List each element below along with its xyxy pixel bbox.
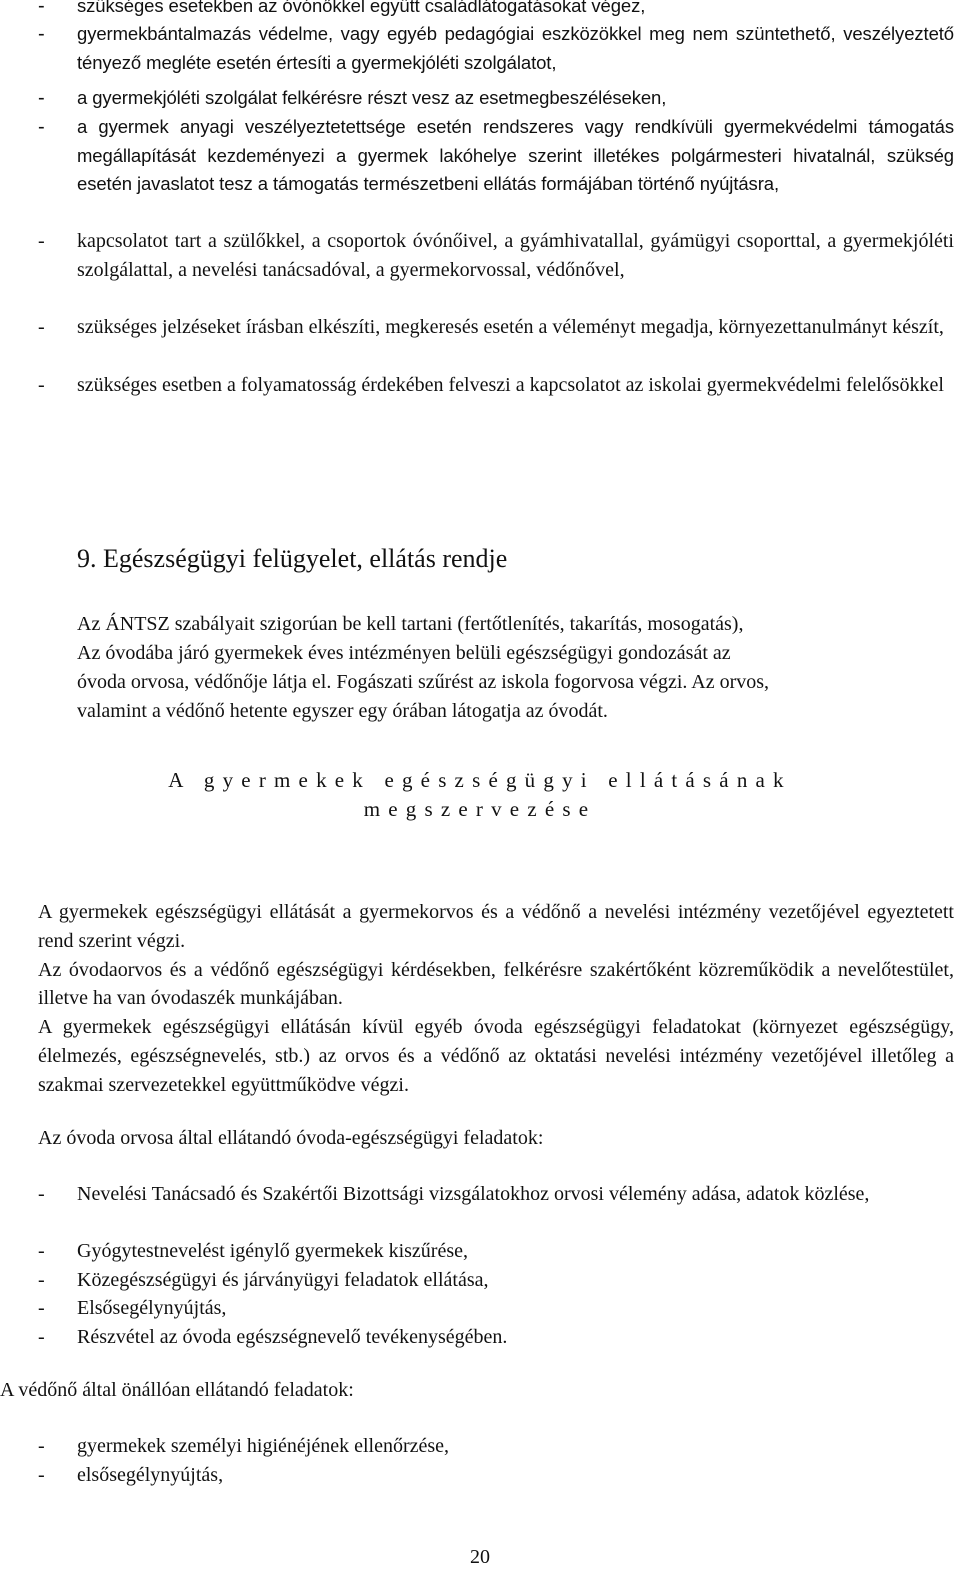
page-number: 20 bbox=[470, 1546, 490, 1568]
list-item bbox=[0, 1180, 960, 1209]
list-item-text: Gyógytestnevelést igénylő gyermekek kiszűrése, bbox=[77, 1240, 468, 1262]
list-item bbox=[0, 1294, 960, 1323]
list-item bbox=[0, 227, 960, 284]
list-item-text: szükséges jelzéseket írásban elkészíti, megkeresés esetén a véleményt megadja, környezettanulmányt készít, bbox=[77, 316, 944, 338]
list-item-text: a gyermek anyagi veszélyeztetettsége esetén rendszeres vagy rendkívüli gyermekvédelmi támogatás megállapítását kezdeményezi a gyermek lakóhelye szerint illetékes polgármesteri hivatalnál, szükség esetén javaslatot tesz a támogatás természetbeni ellátás formájában történő nyújtásra, bbox=[77, 116, 954, 195]
list-item bbox=[0, 313, 960, 342]
list-item bbox=[0, 1266, 960, 1295]
list-item-text: gyermekek személyi higiénéjének ellenőrzése, bbox=[77, 1435, 450, 1457]
intro-line: Az ÁNTSZ szabályait szigorúan be kell tartani (fertőtlenítés, takarítás, mosogatás), bbox=[77, 613, 744, 635]
section-intro bbox=[77, 610, 951, 726]
list-item bbox=[0, 20, 960, 77]
section-title: 9. Egészségügyi felügyelet, ellátás rendje bbox=[77, 544, 508, 573]
bullet-dash: - bbox=[38, 316, 45, 338]
list-item bbox=[0, 1461, 960, 1490]
paragraph: Az óvodaorvos és a védőnő egészségügyi kérdésekben, felkérésre szakértőként közreműködik a nevelőtestület, illetve ha van óvodaszék munkájában. bbox=[38, 958, 954, 1010]
bullet-dash: - bbox=[38, 1240, 45, 1262]
list-item-text: elsősegélynyújtás, bbox=[77, 1464, 224, 1486]
bullet-dash: - bbox=[38, 23, 45, 45]
list-item-text: szükséges esetekben az óvónőkkel együtt családlátogatásokat végez, bbox=[77, 0, 646, 16]
list-item bbox=[0, 1237, 960, 1266]
intro-line: valamint a védőnő hetente egyszer egy órában látogatja az óvodát. bbox=[77, 700, 608, 722]
list-item bbox=[0, 1432, 960, 1461]
list-item-text: gyermekbántalmazás védelme, vagy egyéb pedagógiai eszközökkel meg nem szüntethető, veszélyeztető tényező megléte esetén értesíti a gyermekjóléti szolgálatot, bbox=[77, 23, 954, 73]
list-item bbox=[0, 371, 960, 400]
bullet-dash: - bbox=[38, 1435, 45, 1457]
bullet-dash: - bbox=[38, 116, 45, 138]
list-item bbox=[0, 0, 960, 21]
intro-line: óvoda orvosa, védőnője látja el. Fogászati szűrést az iskola fogorvosa végzi. Az orvos, bbox=[77, 671, 770, 693]
list-item bbox=[0, 1323, 960, 1352]
subheading-line-1: A gyermekek egészségügyi ellátásának bbox=[168, 768, 792, 792]
nurse-tasks-label: A védőnő által önállóan ellátandó feladatok: bbox=[0, 1379, 354, 1401]
bullet-dash: - bbox=[38, 1297, 45, 1319]
bullet-dash: - bbox=[38, 374, 45, 396]
bullet-dash: - bbox=[38, 1269, 45, 1291]
list-item bbox=[0, 84, 960, 113]
list-item-text: kapcsolatot tart a szülőkkel, a csoportok óvónőivel, a gyámhivatallal, gyámügyi csoporttal, a gyermekjóléti szolgálattal, a nevelési tanácsadóval, a gyermekorvossal, védőnővel, bbox=[77, 230, 954, 281]
doctor-tasks-label: Az óvoda orvosa által ellátandó óvoda-egészségügyi feladatok: bbox=[38, 1127, 544, 1149]
intro-line: Az óvodába járó gyermekek éves intézményen belüli egészségügyi gondozását az bbox=[77, 642, 731, 664]
list-item-text: Közegészségügyi és járványügyi feladatok ellátása, bbox=[77, 1269, 489, 1291]
bullet-dash: - bbox=[38, 87, 45, 109]
list-item-text: Részvétel az óvoda egészségnevelő tevékenységében. bbox=[77, 1326, 508, 1348]
list-item bbox=[0, 113, 960, 199]
list-item-text: a gyermekjóléti szolgálat felkérésre részt vesz az esetmegbeszéléseken, bbox=[77, 87, 667, 108]
paragraph-block bbox=[38, 898, 954, 1100]
list-item-text: Elsősegélynyújtás, bbox=[77, 1297, 227, 1319]
paragraph: A gyermekek egészségügyi ellátását a gyermekorvos és a védőnő a nevelési intézmény vezetőjével egyeztetett rend szerint végzi. bbox=[38, 901, 954, 952]
subheading-line-2: megszervezése bbox=[363, 797, 597, 821]
bullet-dash: - bbox=[38, 230, 45, 252]
bullet-dash: - bbox=[38, 1464, 45, 1486]
bullet-dash: - bbox=[38, 1326, 45, 1348]
list-item-text: szükséges esetben a folyamatosság érdekében felveszi a kapcsolatot az iskolai gyermekvédelmi felelősökkel bbox=[77, 374, 944, 396]
paragraph: A gyermekek egészségügyi ellátásán kívül egyéb óvoda egészségügyi feladatokat (környezet egészségügy, élelmezés, egészségnevelés, stb.) az orvos és a védőnő az oktatási nevelési intézmény vezetőjével illetőleg a szakmai szervezetekkel együttműködve végzi. bbox=[38, 1016, 954, 1096]
bullet-dash: - bbox=[38, 0, 45, 17]
bullet-dash: - bbox=[38, 1183, 45, 1205]
list-item-text: Nevelési Tanácsadó és Szakértői Bizottsági vizsgálatokhoz orvosi vélemény adása, adatok közlése, bbox=[77, 1183, 870, 1205]
